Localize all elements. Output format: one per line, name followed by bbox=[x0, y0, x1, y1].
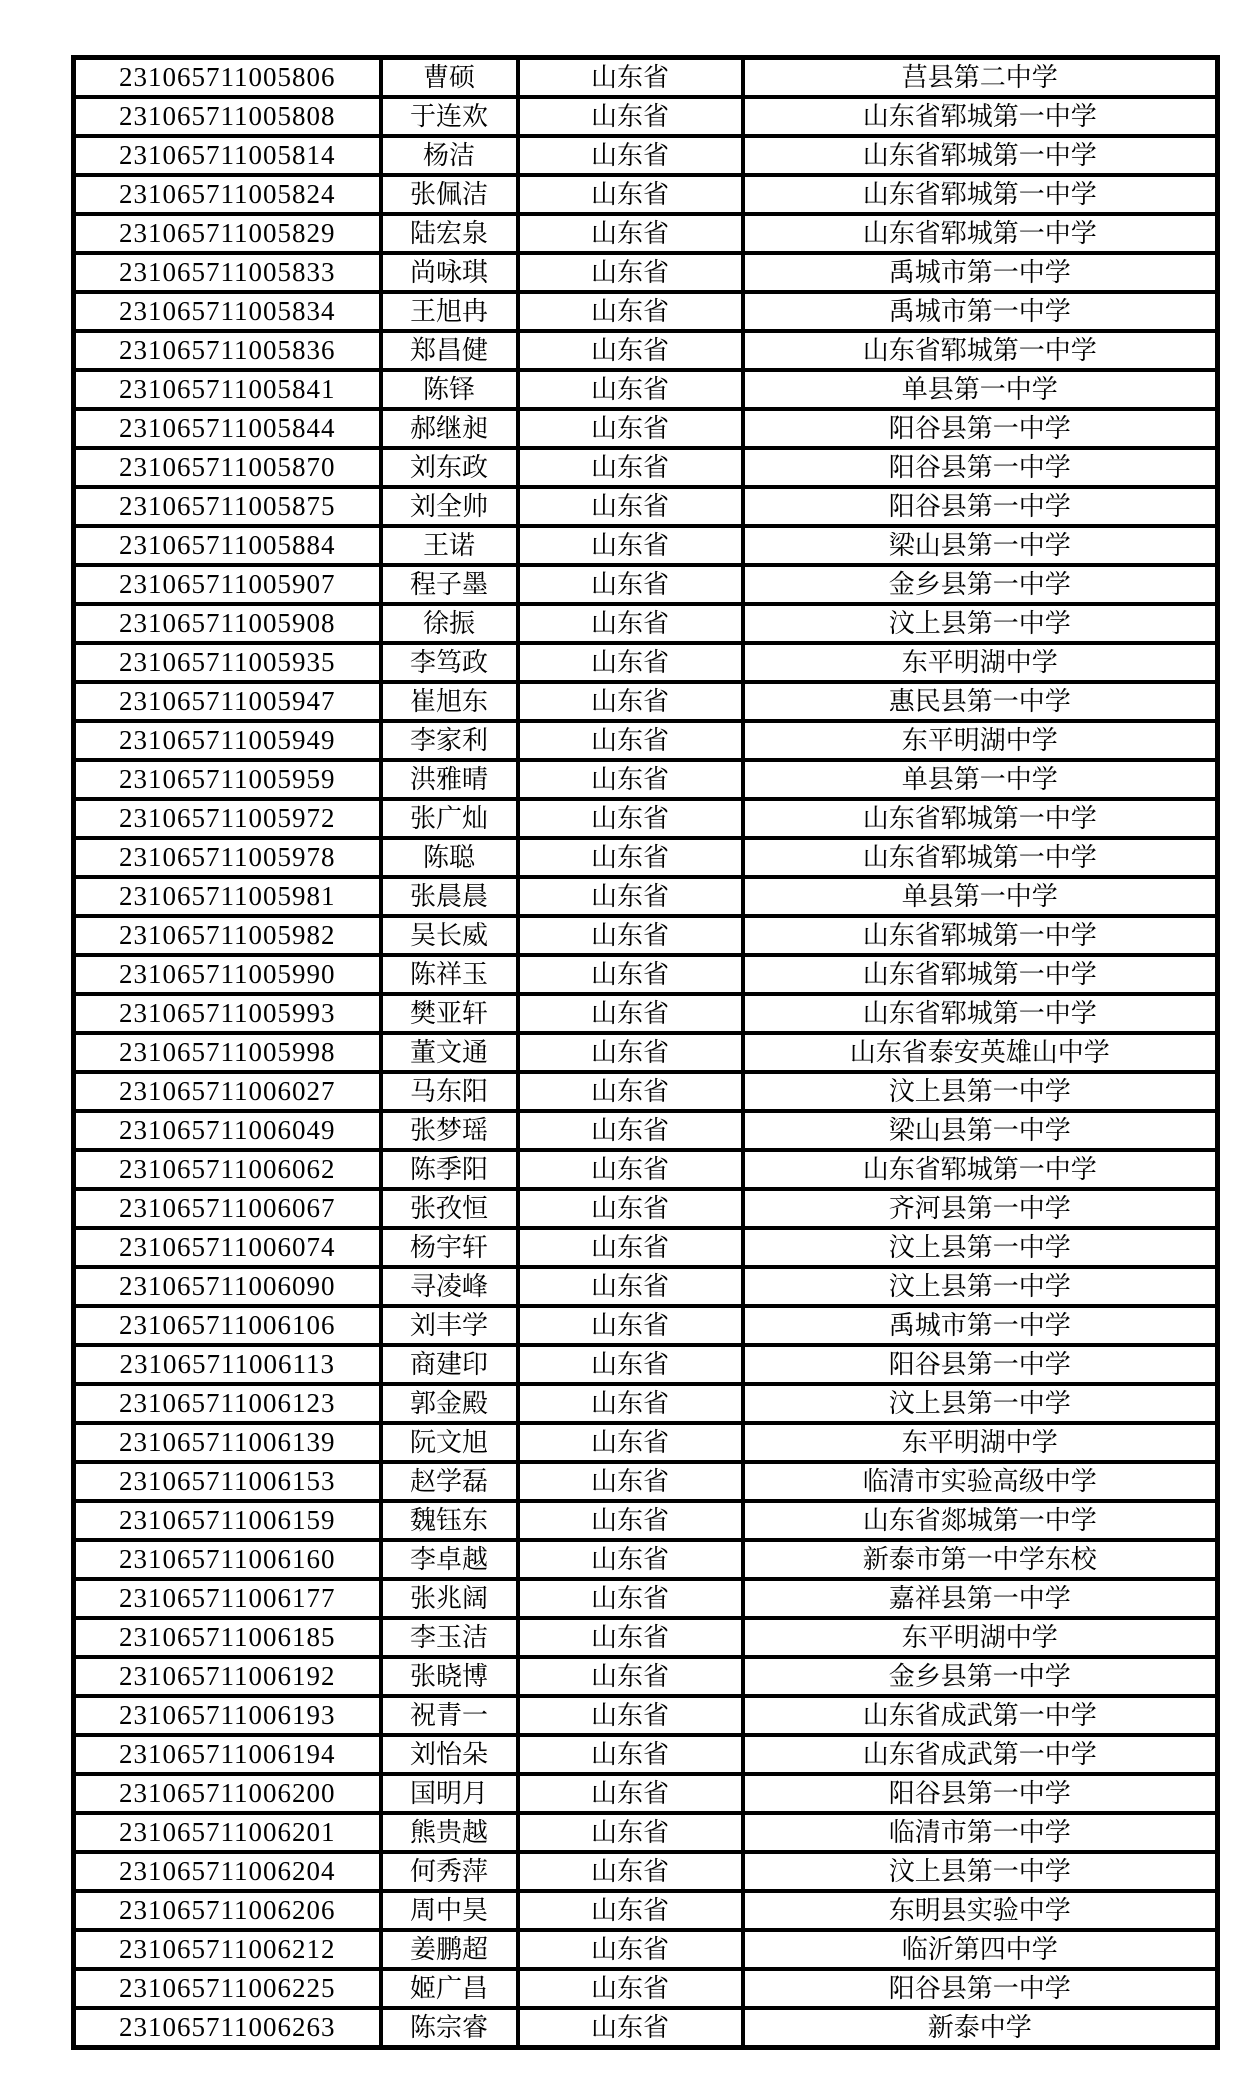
school-cell: 山东省郓城第一中学 bbox=[743, 175, 1218, 214]
school-cell: 汶上县第一中学 bbox=[743, 1072, 1218, 1111]
table-row bbox=[74, 1150, 1218, 1189]
student-name-cell: 张兆阔 bbox=[381, 1579, 518, 1618]
province-cell: 山东省 bbox=[518, 682, 743, 721]
exam-number-cell: 231065711005993 bbox=[74, 994, 381, 1033]
exam-number-cell: 231065711006049 bbox=[74, 1111, 381, 1150]
student-name-cell: 董文通 bbox=[381, 1033, 518, 1072]
school-cell: 汶上县第一中学 bbox=[743, 1228, 1218, 1267]
table-row bbox=[74, 604, 1218, 643]
exam-number-cell: 231065711006201 bbox=[74, 1813, 381, 1852]
province-cell: 山东省 bbox=[518, 1891, 743, 1930]
school-cell: 阳谷县第一中学 bbox=[743, 487, 1218, 526]
province-cell: 山东省 bbox=[518, 1501, 743, 1540]
exam-number-cell: 231065711005990 bbox=[74, 955, 381, 994]
province-cell: 山东省 bbox=[518, 292, 743, 331]
school-cell: 临清市第一中学 bbox=[743, 1813, 1218, 1852]
province-cell: 山东省 bbox=[518, 370, 743, 409]
exam-number-cell: 231065711005875 bbox=[74, 487, 381, 526]
exam-number-cell: 231065711005844 bbox=[74, 409, 381, 448]
province-cell: 山东省 bbox=[518, 799, 743, 838]
table-row bbox=[74, 1696, 1218, 1735]
table-row bbox=[74, 838, 1218, 877]
school-cell: 新泰中学 bbox=[743, 2008, 1218, 2048]
province-cell: 山东省 bbox=[518, 1657, 743, 1696]
table-row bbox=[74, 253, 1218, 292]
student-name-cell: 马东阳 bbox=[381, 1072, 518, 1111]
province-cell: 山东省 bbox=[518, 175, 743, 214]
school-cell: 单县第一中学 bbox=[743, 760, 1218, 799]
province-cell: 山东省 bbox=[518, 1189, 743, 1228]
table-row bbox=[74, 721, 1218, 760]
table-row bbox=[74, 1657, 1218, 1696]
table-row bbox=[74, 214, 1218, 253]
table-row bbox=[74, 1852, 1218, 1891]
exam-number-cell: 231065711005998 bbox=[74, 1033, 381, 1072]
province-cell: 山东省 bbox=[518, 253, 743, 292]
student-name-cell: 李家利 bbox=[381, 721, 518, 760]
table-row bbox=[74, 994, 1218, 1033]
exam-number-cell: 231065711006027 bbox=[74, 1072, 381, 1111]
province-cell: 山东省 bbox=[518, 1540, 743, 1579]
school-cell: 单县第一中学 bbox=[743, 877, 1218, 916]
student-name-cell: 国明月 bbox=[381, 1774, 518, 1813]
exam-number-cell: 231065711005841 bbox=[74, 370, 381, 409]
table-row bbox=[74, 448, 1218, 487]
province-cell: 山东省 bbox=[518, 1930, 743, 1969]
student-name-cell: 吴长威 bbox=[381, 916, 518, 955]
student-name-cell: 商建印 bbox=[381, 1345, 518, 1384]
school-cell: 山东省郓城第一中学 bbox=[743, 994, 1218, 1033]
student-name-cell: 郑昌健 bbox=[381, 331, 518, 370]
school-cell: 阳谷县第一中学 bbox=[743, 1345, 1218, 1384]
province-cell: 山东省 bbox=[518, 1345, 743, 1384]
student-name-cell: 王诺 bbox=[381, 526, 518, 565]
table-row bbox=[74, 916, 1218, 955]
province-cell: 山东省 bbox=[518, 838, 743, 877]
student-name-cell: 姜鹏超 bbox=[381, 1930, 518, 1969]
exam-number-cell: 231065711005947 bbox=[74, 682, 381, 721]
exam-number-cell: 231065711006160 bbox=[74, 1540, 381, 1579]
table-row bbox=[74, 97, 1218, 136]
province-cell: 山东省 bbox=[518, 1696, 743, 1735]
exam-number-cell: 231065711005836 bbox=[74, 331, 381, 370]
student-name-cell: 李卓越 bbox=[381, 1540, 518, 1579]
school-cell: 金乡县第一中学 bbox=[743, 565, 1218, 604]
province-cell: 山东省 bbox=[518, 994, 743, 1033]
table-row bbox=[74, 1384, 1218, 1423]
table-row bbox=[74, 1072, 1218, 1111]
exam-number-cell: 231065711005870 bbox=[74, 448, 381, 487]
student-name-cell: 于连欢 bbox=[381, 97, 518, 136]
school-cell: 山东省郓城第一中学 bbox=[743, 214, 1218, 253]
table-row bbox=[74, 526, 1218, 565]
table-row bbox=[74, 1345, 1218, 1384]
student-name-cell: 陈宗睿 bbox=[381, 2008, 518, 2048]
student-name-cell: 周中昊 bbox=[381, 1891, 518, 1930]
table-row bbox=[74, 1111, 1218, 1150]
exam-number-cell: 231065711006204 bbox=[74, 1852, 381, 1891]
exam-number-cell: 231065711006123 bbox=[74, 1384, 381, 1423]
school-cell: 新泰市第一中学东校 bbox=[743, 1540, 1218, 1579]
table-row bbox=[74, 1930, 1218, 1969]
province-cell: 山东省 bbox=[518, 1384, 743, 1423]
province-cell: 山东省 bbox=[518, 1033, 743, 1072]
table-row bbox=[74, 1189, 1218, 1228]
student-name-cell: 刘丰学 bbox=[381, 1306, 518, 1345]
exam-number-cell: 231065711006194 bbox=[74, 1735, 381, 1774]
province-cell: 山东省 bbox=[518, 1774, 743, 1813]
table-row bbox=[74, 1306, 1218, 1345]
school-cell: 东平明湖中学 bbox=[743, 643, 1218, 682]
exam-number-cell: 231065711005978 bbox=[74, 838, 381, 877]
student-name-cell: 张晓博 bbox=[381, 1657, 518, 1696]
student-name-cell: 陆宏泉 bbox=[381, 214, 518, 253]
table-row bbox=[74, 58, 1218, 98]
province-cell: 山东省 bbox=[518, 97, 743, 136]
province-cell: 山东省 bbox=[518, 526, 743, 565]
student-name-cell: 何秀萍 bbox=[381, 1852, 518, 1891]
table-row bbox=[74, 409, 1218, 448]
exam-number-cell: 231065711006090 bbox=[74, 1267, 381, 1306]
table-row bbox=[74, 1540, 1218, 1579]
province-cell: 山东省 bbox=[518, 1150, 743, 1189]
table-row bbox=[74, 1423, 1218, 1462]
school-cell: 山东省郓城第一中学 bbox=[743, 136, 1218, 175]
province-cell: 山东省 bbox=[518, 877, 743, 916]
province-cell: 山东省 bbox=[518, 409, 743, 448]
table-row bbox=[74, 331, 1218, 370]
exam-number-cell: 231065711006159 bbox=[74, 1501, 381, 1540]
student-name-cell: 魏钰东 bbox=[381, 1501, 518, 1540]
school-cell: 齐河县第一中学 bbox=[743, 1189, 1218, 1228]
school-cell: 山东省成武第一中学 bbox=[743, 1735, 1218, 1774]
school-cell: 山东省泰安英雄山中学 bbox=[743, 1033, 1218, 1072]
province-cell: 山东省 bbox=[518, 331, 743, 370]
school-cell: 山东省成武第一中学 bbox=[743, 1696, 1218, 1735]
exam-number-cell: 231065711005935 bbox=[74, 643, 381, 682]
table-row bbox=[74, 877, 1218, 916]
student-name-cell: 张晨晨 bbox=[381, 877, 518, 916]
school-cell: 山东省郓城第一中学 bbox=[743, 1150, 1218, 1189]
school-cell: 惠民县第一中学 bbox=[743, 682, 1218, 721]
province-cell: 山东省 bbox=[518, 1462, 743, 1501]
exam-number-cell: 231065711006062 bbox=[74, 1150, 381, 1189]
province-cell: 山东省 bbox=[518, 721, 743, 760]
exam-number-cell: 231065711006212 bbox=[74, 1930, 381, 1969]
exam-number-cell: 231065711006192 bbox=[74, 1657, 381, 1696]
school-cell: 阳谷县第一中学 bbox=[743, 1774, 1218, 1813]
province-cell: 山东省 bbox=[518, 1618, 743, 1657]
province-cell: 山东省 bbox=[518, 1735, 743, 1774]
table-row bbox=[74, 487, 1218, 526]
student-name-cell: 刘东政 bbox=[381, 448, 518, 487]
exam-number-cell: 231065711006200 bbox=[74, 1774, 381, 1813]
school-cell: 东平明湖中学 bbox=[743, 721, 1218, 760]
student-name-cell: 陈铎 bbox=[381, 370, 518, 409]
student-name-cell: 郝继昶 bbox=[381, 409, 518, 448]
province-cell: 山东省 bbox=[518, 1579, 743, 1618]
student-name-cell: 陈聪 bbox=[381, 838, 518, 877]
exam-number-cell: 231065711006153 bbox=[74, 1462, 381, 1501]
school-cell: 汶上县第一中学 bbox=[743, 1267, 1218, 1306]
school-cell: 东平明湖中学 bbox=[743, 1423, 1218, 1462]
school-cell: 东平明湖中学 bbox=[743, 1618, 1218, 1657]
school-cell: 阳谷县第一中学 bbox=[743, 409, 1218, 448]
school-cell: 禹城市第一中学 bbox=[743, 253, 1218, 292]
table-row bbox=[74, 1618, 1218, 1657]
student-name-cell: 程子墨 bbox=[381, 565, 518, 604]
province-cell: 山东省 bbox=[518, 1852, 743, 1891]
student-name-cell: 祝青一 bbox=[381, 1696, 518, 1735]
exam-number-cell: 231065711006106 bbox=[74, 1306, 381, 1345]
province-cell: 山东省 bbox=[518, 58, 743, 98]
student-name-cell: 刘怡朵 bbox=[381, 1735, 518, 1774]
exam-number-cell: 231065711006177 bbox=[74, 1579, 381, 1618]
student-name-cell: 樊亚轩 bbox=[381, 994, 518, 1033]
school-cell: 禹城市第一中学 bbox=[743, 292, 1218, 331]
school-cell: 阳谷县第一中学 bbox=[743, 448, 1218, 487]
student-name-cell: 杨宇轩 bbox=[381, 1228, 518, 1267]
exam-number-cell: 231065711005829 bbox=[74, 214, 381, 253]
province-cell: 山东省 bbox=[518, 643, 743, 682]
school-cell: 山东省郓城第一中学 bbox=[743, 838, 1218, 877]
exam-number-cell: 231065711005908 bbox=[74, 604, 381, 643]
exam-admission-roster-table bbox=[71, 55, 1220, 2050]
table-row bbox=[74, 799, 1218, 838]
school-cell: 嘉祥县第一中学 bbox=[743, 1579, 1218, 1618]
table-row bbox=[74, 760, 1218, 799]
province-cell: 山东省 bbox=[518, 916, 743, 955]
school-cell: 山东省郓城第一中学 bbox=[743, 331, 1218, 370]
student-name-cell: 陈季阳 bbox=[381, 1150, 518, 1189]
exam-number-cell: 231065711005959 bbox=[74, 760, 381, 799]
exam-number-cell: 231065711005981 bbox=[74, 877, 381, 916]
exam-number-cell: 231065711005949 bbox=[74, 721, 381, 760]
table-row bbox=[74, 643, 1218, 682]
province-cell: 山东省 bbox=[518, 1111, 743, 1150]
student-name-cell: 陈祥玉 bbox=[381, 955, 518, 994]
exam-number-cell: 231065711006113 bbox=[74, 1345, 381, 1384]
province-cell: 山东省 bbox=[518, 214, 743, 253]
exam-number-cell: 231065711005833 bbox=[74, 253, 381, 292]
table-row bbox=[74, 955, 1218, 994]
exam-number-cell: 231065711005834 bbox=[74, 292, 381, 331]
province-cell: 山东省 bbox=[518, 1072, 743, 1111]
school-cell: 阳谷县第一中学 bbox=[743, 1969, 1218, 2008]
exam-number-cell: 231065711005806 bbox=[74, 58, 381, 98]
exam-number-cell: 231065711006206 bbox=[74, 1891, 381, 1930]
province-cell: 山东省 bbox=[518, 448, 743, 487]
school-cell: 临清市实验高级中学 bbox=[743, 1462, 1218, 1501]
school-cell: 梁山县第一中学 bbox=[743, 1111, 1218, 1150]
school-cell: 单县第一中学 bbox=[743, 370, 1218, 409]
exam-number-cell: 231065711005972 bbox=[74, 799, 381, 838]
province-cell: 山东省 bbox=[518, 1267, 743, 1306]
school-cell: 山东省郓城第一中学 bbox=[743, 799, 1218, 838]
exam-number-cell: 231065711005814 bbox=[74, 136, 381, 175]
student-name-cell: 张佩洁 bbox=[381, 175, 518, 214]
table-row bbox=[74, 2008, 1218, 2048]
student-name-cell: 李玉洁 bbox=[381, 1618, 518, 1657]
school-cell: 金乡县第一中学 bbox=[743, 1657, 1218, 1696]
student-name-cell: 王旭冉 bbox=[381, 292, 518, 331]
table-row bbox=[74, 1579, 1218, 1618]
table-row bbox=[74, 565, 1218, 604]
exam-number-cell: 231065711006074 bbox=[74, 1228, 381, 1267]
table-row bbox=[74, 1228, 1218, 1267]
exam-number-cell: 231065711006263 bbox=[74, 2008, 381, 2048]
table-row bbox=[74, 1735, 1218, 1774]
student-name-cell: 李笃政 bbox=[381, 643, 518, 682]
province-cell: 山东省 bbox=[518, 487, 743, 526]
student-name-cell: 阮文旭 bbox=[381, 1423, 518, 1462]
table-row bbox=[74, 175, 1218, 214]
student-name-cell: 郭金殿 bbox=[381, 1384, 518, 1423]
exam-number-cell: 231065711005982 bbox=[74, 916, 381, 955]
table-row bbox=[74, 292, 1218, 331]
province-cell: 山东省 bbox=[518, 1423, 743, 1462]
school-cell: 东明县实验中学 bbox=[743, 1891, 1218, 1930]
exam-number-cell: 231065711005808 bbox=[74, 97, 381, 136]
table-row bbox=[74, 136, 1218, 175]
province-cell: 山东省 bbox=[518, 1813, 743, 1852]
province-cell: 山东省 bbox=[518, 955, 743, 994]
exam-number-cell: 231065711006193 bbox=[74, 1696, 381, 1735]
student-name-cell: 张梦瑶 bbox=[381, 1111, 518, 1150]
student-name-cell: 刘全帅 bbox=[381, 487, 518, 526]
student-name-cell: 张孜恒 bbox=[381, 1189, 518, 1228]
school-cell: 山东省郓城第一中学 bbox=[743, 97, 1218, 136]
school-cell: 临沂第四中学 bbox=[743, 1930, 1218, 1969]
roster-table-body bbox=[74, 58, 1218, 2048]
table-row bbox=[74, 1774, 1218, 1813]
province-cell: 山东省 bbox=[518, 1228, 743, 1267]
exam-number-cell: 231065711005884 bbox=[74, 526, 381, 565]
province-cell: 山东省 bbox=[518, 604, 743, 643]
student-name-cell: 崔旭东 bbox=[381, 682, 518, 721]
exam-number-cell: 231065711006067 bbox=[74, 1189, 381, 1228]
exam-number-cell: 231065711006185 bbox=[74, 1618, 381, 1657]
school-cell: 莒县第二中学 bbox=[743, 58, 1218, 98]
province-cell: 山东省 bbox=[518, 2008, 743, 2048]
exam-number-cell: 231065711005824 bbox=[74, 175, 381, 214]
table-row bbox=[74, 1501, 1218, 1540]
table-row bbox=[74, 1969, 1218, 2008]
student-name-cell: 熊贵越 bbox=[381, 1813, 518, 1852]
table-row bbox=[74, 1891, 1218, 1930]
student-name-cell: 曹硕 bbox=[381, 58, 518, 98]
school-cell: 汶上县第一中学 bbox=[743, 1852, 1218, 1891]
province-cell: 山东省 bbox=[518, 136, 743, 175]
exam-number-cell: 231065711005907 bbox=[74, 565, 381, 604]
school-cell: 梁山县第一中学 bbox=[743, 526, 1218, 565]
student-name-cell: 寻凌峰 bbox=[381, 1267, 518, 1306]
student-name-cell: 姬广昌 bbox=[381, 1969, 518, 2008]
school-cell: 汶上县第一中学 bbox=[743, 604, 1218, 643]
province-cell: 山东省 bbox=[518, 565, 743, 604]
province-cell: 山东省 bbox=[518, 1306, 743, 1345]
student-name-cell: 杨洁 bbox=[381, 136, 518, 175]
school-cell: 禹城市第一中学 bbox=[743, 1306, 1218, 1345]
exam-number-cell: 231065711006139 bbox=[74, 1423, 381, 1462]
student-name-cell: 张广灿 bbox=[381, 799, 518, 838]
school-cell: 汶上县第一中学 bbox=[743, 1384, 1218, 1423]
province-cell: 山东省 bbox=[518, 1969, 743, 2008]
student-name-cell: 赵学磊 bbox=[381, 1462, 518, 1501]
school-cell: 山东省郯城第一中学 bbox=[743, 1501, 1218, 1540]
student-name-cell: 尚咏琪 bbox=[381, 253, 518, 292]
student-name-cell: 洪雅晴 bbox=[381, 760, 518, 799]
table-row bbox=[74, 370, 1218, 409]
table-row bbox=[74, 1462, 1218, 1501]
school-cell: 山东省郓城第一中学 bbox=[743, 916, 1218, 955]
table-row bbox=[74, 1813, 1218, 1852]
school-cell: 山东省郓城第一中学 bbox=[743, 955, 1218, 994]
table-row bbox=[74, 1267, 1218, 1306]
student-name-cell: 徐振 bbox=[381, 604, 518, 643]
exam-number-cell: 231065711006225 bbox=[74, 1969, 381, 2008]
table-row bbox=[74, 1033, 1218, 1072]
table-row bbox=[74, 682, 1218, 721]
province-cell: 山东省 bbox=[518, 760, 743, 799]
